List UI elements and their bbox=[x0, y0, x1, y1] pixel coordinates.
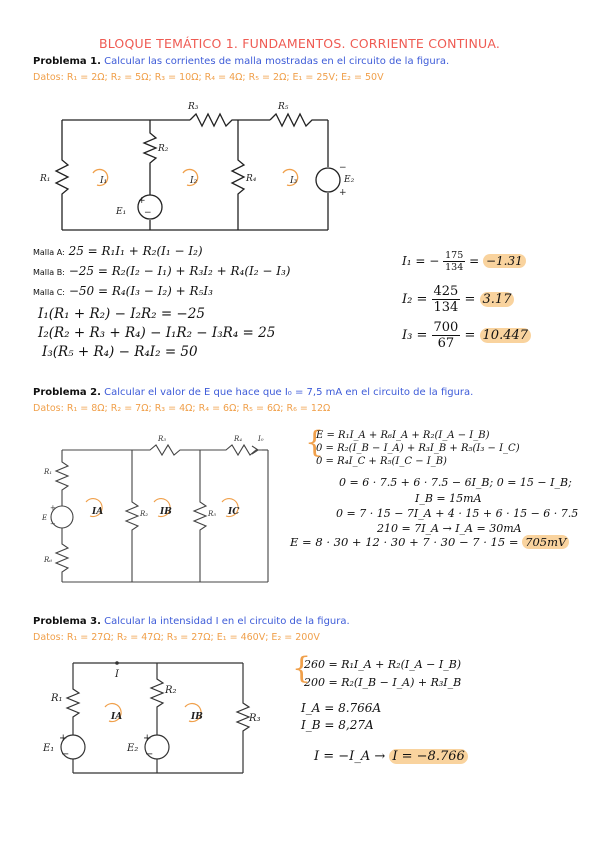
label-r2: R₂ bbox=[158, 144, 169, 154]
svg-text:−: − bbox=[144, 208, 152, 218]
label-r6: R₆ bbox=[44, 556, 53, 564]
svg-text:+: + bbox=[143, 733, 152, 744]
label-e1: E₁ bbox=[116, 207, 127, 217]
label-i2: I₂ bbox=[190, 176, 198, 186]
p2-system-1: E = R₁I_A + R₆I_A + R₂(I_A − I_B) bbox=[316, 430, 490, 441]
label-r5: R₅ bbox=[278, 102, 289, 112]
p1-system-3: I₃(R₅ + R₄) − R₄I₂ = 50 bbox=[42, 344, 198, 360]
problem-3-question: Calcular la intensidad I en el circuito de la figura. bbox=[104, 616, 350, 627]
problem-3-data: Datos: R₁ = 27Ω; R₂ = 47Ω; R₃ = 27Ω; E₁ = 460V; E₂ = 200V bbox=[33, 632, 320, 643]
malla-c: Malla C: −50 = R₄(I₃ − I₂) + R₅I₃ bbox=[33, 284, 213, 298]
svg-text:+: + bbox=[50, 504, 56, 512]
label-r1: R₁ bbox=[51, 693, 63, 704]
p2-work-4: 210 = 7I_A → I_A = 30mA bbox=[377, 522, 522, 535]
label-e1: E₁ bbox=[43, 743, 55, 754]
svg-text:+: + bbox=[138, 196, 146, 206]
problem-2-data: Datos: R₁ = 8Ω; R₂ = 7Ω; R₃ = 4Ω; R₄ = 6Ω; R₅ = 6Ω; R₆ = 12Ω bbox=[33, 403, 331, 414]
problem-1-label: Problema 1. bbox=[33, 56, 101, 67]
svg-text:+: + bbox=[339, 188, 347, 198]
problem-1-question: Calcular las corrientes de malla mostradas en el circuito de la figura. bbox=[104, 56, 450, 67]
p2-system-3: 0 = R₄I_C + R₅(I_C − I_B) bbox=[316, 456, 447, 467]
svg-text:−: − bbox=[61, 749, 70, 760]
label-r2: R₂ bbox=[140, 510, 149, 518]
label-i1: I₁ bbox=[100, 176, 108, 186]
p2-work-3: 0 = 7 · 15 − 7I_A + 4 · 15 + 6 · 15 − 6 · 7.5 bbox=[336, 507, 579, 520]
result-i2: I₂ = $\frac{425}{134}$ = 3.17 bbox=[402, 284, 514, 315]
page-title: BLOQUE TEMÁTICO 1. FUNDAMENTOS. CORRIENTE CONTINUA. bbox=[98, 36, 501, 51]
problem-2-statement bbox=[33, 387, 473, 398]
problem-1-statement bbox=[33, 56, 449, 67]
label-i: I bbox=[115, 669, 119, 680]
problem-1-data: Datos: R₁ = 2Ω; R₂ = 5Ω; R₃ = 10Ω; R₄ = 4Ω; R₅ = 2Ω; E₁ = 25V; E₂ = 50V bbox=[33, 72, 384, 83]
label-ib: IB bbox=[160, 507, 172, 517]
label-r3: R₃ bbox=[249, 713, 261, 724]
p3-final-value: I = −8.766 bbox=[389, 749, 467, 764]
svg-text:+: + bbox=[59, 733, 68, 744]
p1-system-1: I₁(R₁ + R₂) − I₂R₂ = −25 bbox=[38, 306, 205, 322]
p3-value-ia: I_A = 8.766A bbox=[301, 701, 382, 715]
malla-b: Malla B: −25 = R₂(I₂ − I₁) + R₃I₂ + R₄(I₂ − I₃) bbox=[33, 264, 291, 278]
p1-system-2: I₂(R₂ + R₃ + R₄) − I₁R₂ − I₃R₄ = 25 bbox=[38, 325, 276, 341]
label-r3: R₃ bbox=[158, 435, 167, 443]
p3-brace: { bbox=[292, 651, 312, 686]
label-r5: R₅ bbox=[208, 510, 217, 518]
label-r3: R₃ bbox=[188, 102, 199, 112]
problem-2-circuit bbox=[30, 430, 280, 590]
svg-text:−: − bbox=[145, 749, 154, 760]
malla-a: Malla A: 25 = R₁I₁ + R₂(I₁ − I₂) bbox=[33, 244, 203, 258]
problem-3-circuit bbox=[35, 655, 275, 780]
problem-2-label: Problema 2. bbox=[33, 387, 101, 398]
label-e2: E₂ bbox=[344, 175, 355, 185]
p2-work-1: 0 = 6 · 7.5 + 6 · 7.5 − 6I_B; 0 = 15 − I_B; bbox=[339, 476, 572, 489]
result-i1: I₁ = − $\frac{175}{134}$ = −1.31 bbox=[402, 250, 526, 273]
label-r1: R₁ bbox=[44, 468, 53, 476]
p3-final: I = −I_A → I = −8.766 bbox=[314, 749, 468, 764]
p3-value-ib: I_B = 8,27A bbox=[301, 718, 374, 732]
label-i0: I₀ bbox=[258, 435, 264, 443]
svg-text:−: − bbox=[50, 520, 56, 528]
problem-3-label: Problema 3. bbox=[33, 616, 101, 627]
label-e2: E₂ bbox=[127, 743, 139, 754]
problem-1-circuit bbox=[30, 95, 375, 240]
p3-system-1: 260 = R₁I_A + R₂(I_A − I_B) bbox=[304, 658, 462, 671]
p2-final-value: 705mV bbox=[522, 535, 569, 549]
label-r4: R₄ bbox=[234, 435, 243, 443]
result-i3: I₃ = $\frac{700}{67}$ = 10.447 bbox=[402, 320, 531, 351]
label-ia: IA bbox=[92, 507, 104, 517]
label-ic: IC bbox=[228, 507, 240, 517]
p2-brace: { bbox=[305, 425, 325, 460]
label-e: E bbox=[42, 514, 48, 522]
p3-system-2: 200 = R₂(I_B − I_A) + R₃I_B bbox=[304, 676, 462, 689]
p2-work-2: I_B = 15mA bbox=[415, 492, 482, 505]
p2-system-2: 0 = R₂(I_B − I_A) + R₃I_B + R₅(I₃ − I_C) bbox=[316, 443, 520, 454]
svg-text:−: − bbox=[339, 163, 347, 173]
label-r1: R₁ bbox=[40, 174, 51, 184]
problem-2-question: Calcular el valor de E que hace que I₀ = 7,5 mA en el circuito de la figura. bbox=[104, 387, 474, 398]
label-r2: R₂ bbox=[165, 685, 177, 696]
label-ib: IB bbox=[191, 712, 203, 722]
p2-final: E = 8 · 30 + 12 · 30 + 7 · 30 − 7 · 15 = 705mV bbox=[290, 535, 569, 549]
label-i3: I₃ bbox=[290, 176, 298, 186]
problem-3-statement bbox=[33, 616, 350, 627]
label-r4: R₄ bbox=[246, 174, 257, 184]
label-ia: IA bbox=[111, 712, 123, 722]
